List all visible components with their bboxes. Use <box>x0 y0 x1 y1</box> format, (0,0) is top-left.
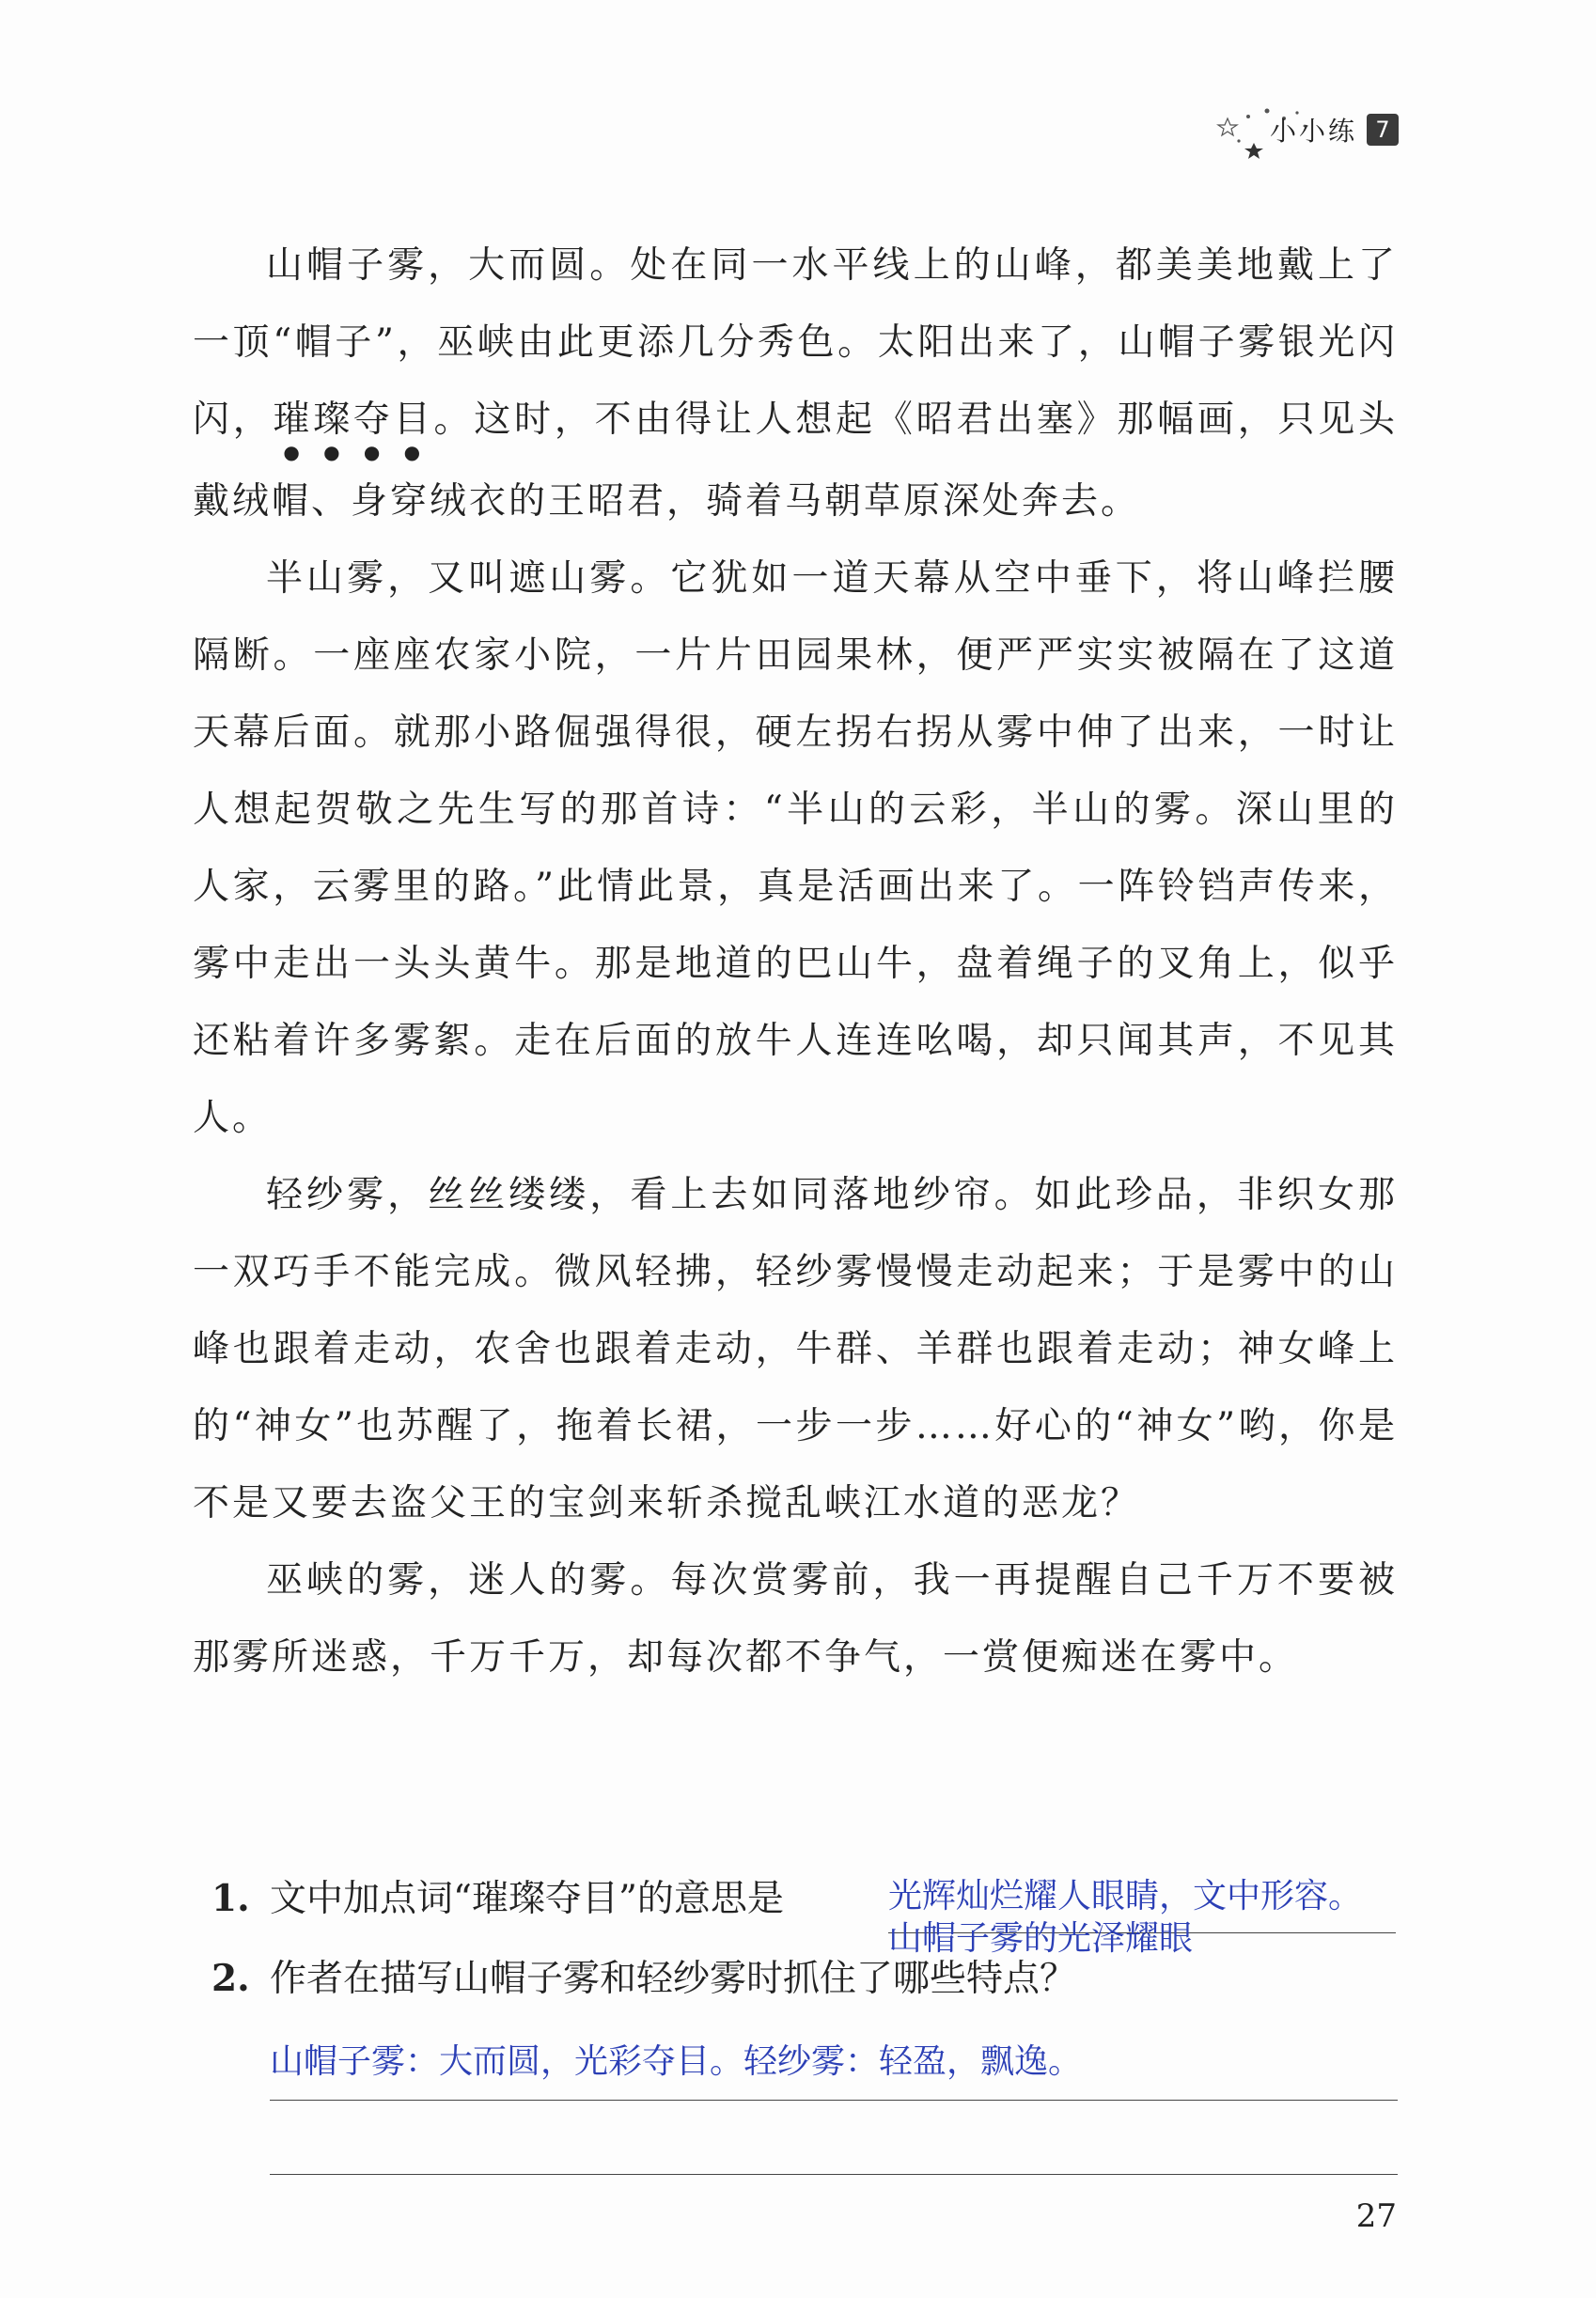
questions-section <box>211 1861 1398 2175</box>
paragraph-4: 巫峡的雾，迷人的雾。每次赏雾前，我一再提醒自己千万不要被那雾所迷惑，千万千万，却每次都不争气，一赏便痴迷在雾中。 <box>193 1559 1398 1679</box>
question-1-answer-line-1[interactable]: 光辉灿烂耀人眼睛，文中形容。 <box>888 1861 1396 1933</box>
page-number: 27 <box>1355 2197 1397 2235</box>
question-1 <box>211 1861 1398 1958</box>
emphasized-word: 璀璨夺目 <box>273 399 434 441</box>
section-title: 小小练 <box>1269 116 1357 147</box>
passage <box>193 227 1398 1696</box>
section-number-badge: 7 <box>1367 114 1399 146</box>
page-header <box>1270 111 1399 149</box>
question-2-answer-line[interactable]: 山帽子雾：大而圆，光彩夺目。轻纱雾：轻盈，飘逸。 <box>270 2024 1398 2101</box>
question-2-number: 2. <box>211 1957 250 2000</box>
paragraph-3: 轻纱雾，丝丝缕缕，看上去如同落地纱帘。如此珍品，非织女那一双巧手不能完成。微风轻拂，轻纱雾慢慢走动起来；于是雾中的山峰也跟着走动，农舍也跟着走动，牛群、羊群也跟着走动；神女峰上的“神女”也苏醒了，拖着长裙，一步一步……好心的“神女”哟，你是不是又要去盗父王的宝剑来斩杀搅乱峡江水道的恶龙？ <box>193 1174 1398 1524</box>
question-1-number: 1. <box>211 1877 250 1920</box>
paragraph-1 <box>193 227 1398 540</box>
paragraph-2: 半山雾，又叫遮山雾。它犹如一道天幕从空中垂下，将山峰拦腰隔断。一座座农家小院，一片片田园果林，便严严实实被隔在了这道天幕后面。就那小路倔强得很，硬左拐右拐从雾中伸了出来，一时让人想起贺敬之先生写的那首诗：“半山的云彩，半山的雾。深山里的人家，云雾里的路。”此情此景，真是活画出来了。一阵铃铛声传来，雾中走出一头头黄牛。那是地道的巴山牛，盘着绳子的叉角上，似乎还粘着许多雾絮。走在后面的放牛人连连吆喝，却只闻其声，不见其人。 <box>193 557 1398 1139</box>
paragraph-1-text-a: 山帽子雾，大而圆。处在同一水平线上的山峰，都美美地戴上了一顶“帽子”，巫峡由此更添几分秀色。太阳出来了，山帽子雾银光闪闪， <box>193 244 1398 441</box>
question-1-prompt: 文中加点词“璀璨夺目”的意思是 <box>270 1878 784 1920</box>
question-2-prompt: 作者在描写山帽子雾和轻纱雾时抓住了哪些特点？ <box>270 1958 1077 2000</box>
question-2 <box>211 1941 1398 2017</box>
question-2-blank-line[interactable] <box>270 2174 1398 2175</box>
paragraph-1-text-b: 。这时，不由得让人想起《昭君出塞》那幅画，只见头戴绒帽、身穿绒衣的王昭君，骑着马朝草原深处奔去。 <box>193 399 1398 523</box>
question-1-answer-line-2[interactable]: 山帽子雾的光泽耀眼 <box>888 1919 1194 1958</box>
